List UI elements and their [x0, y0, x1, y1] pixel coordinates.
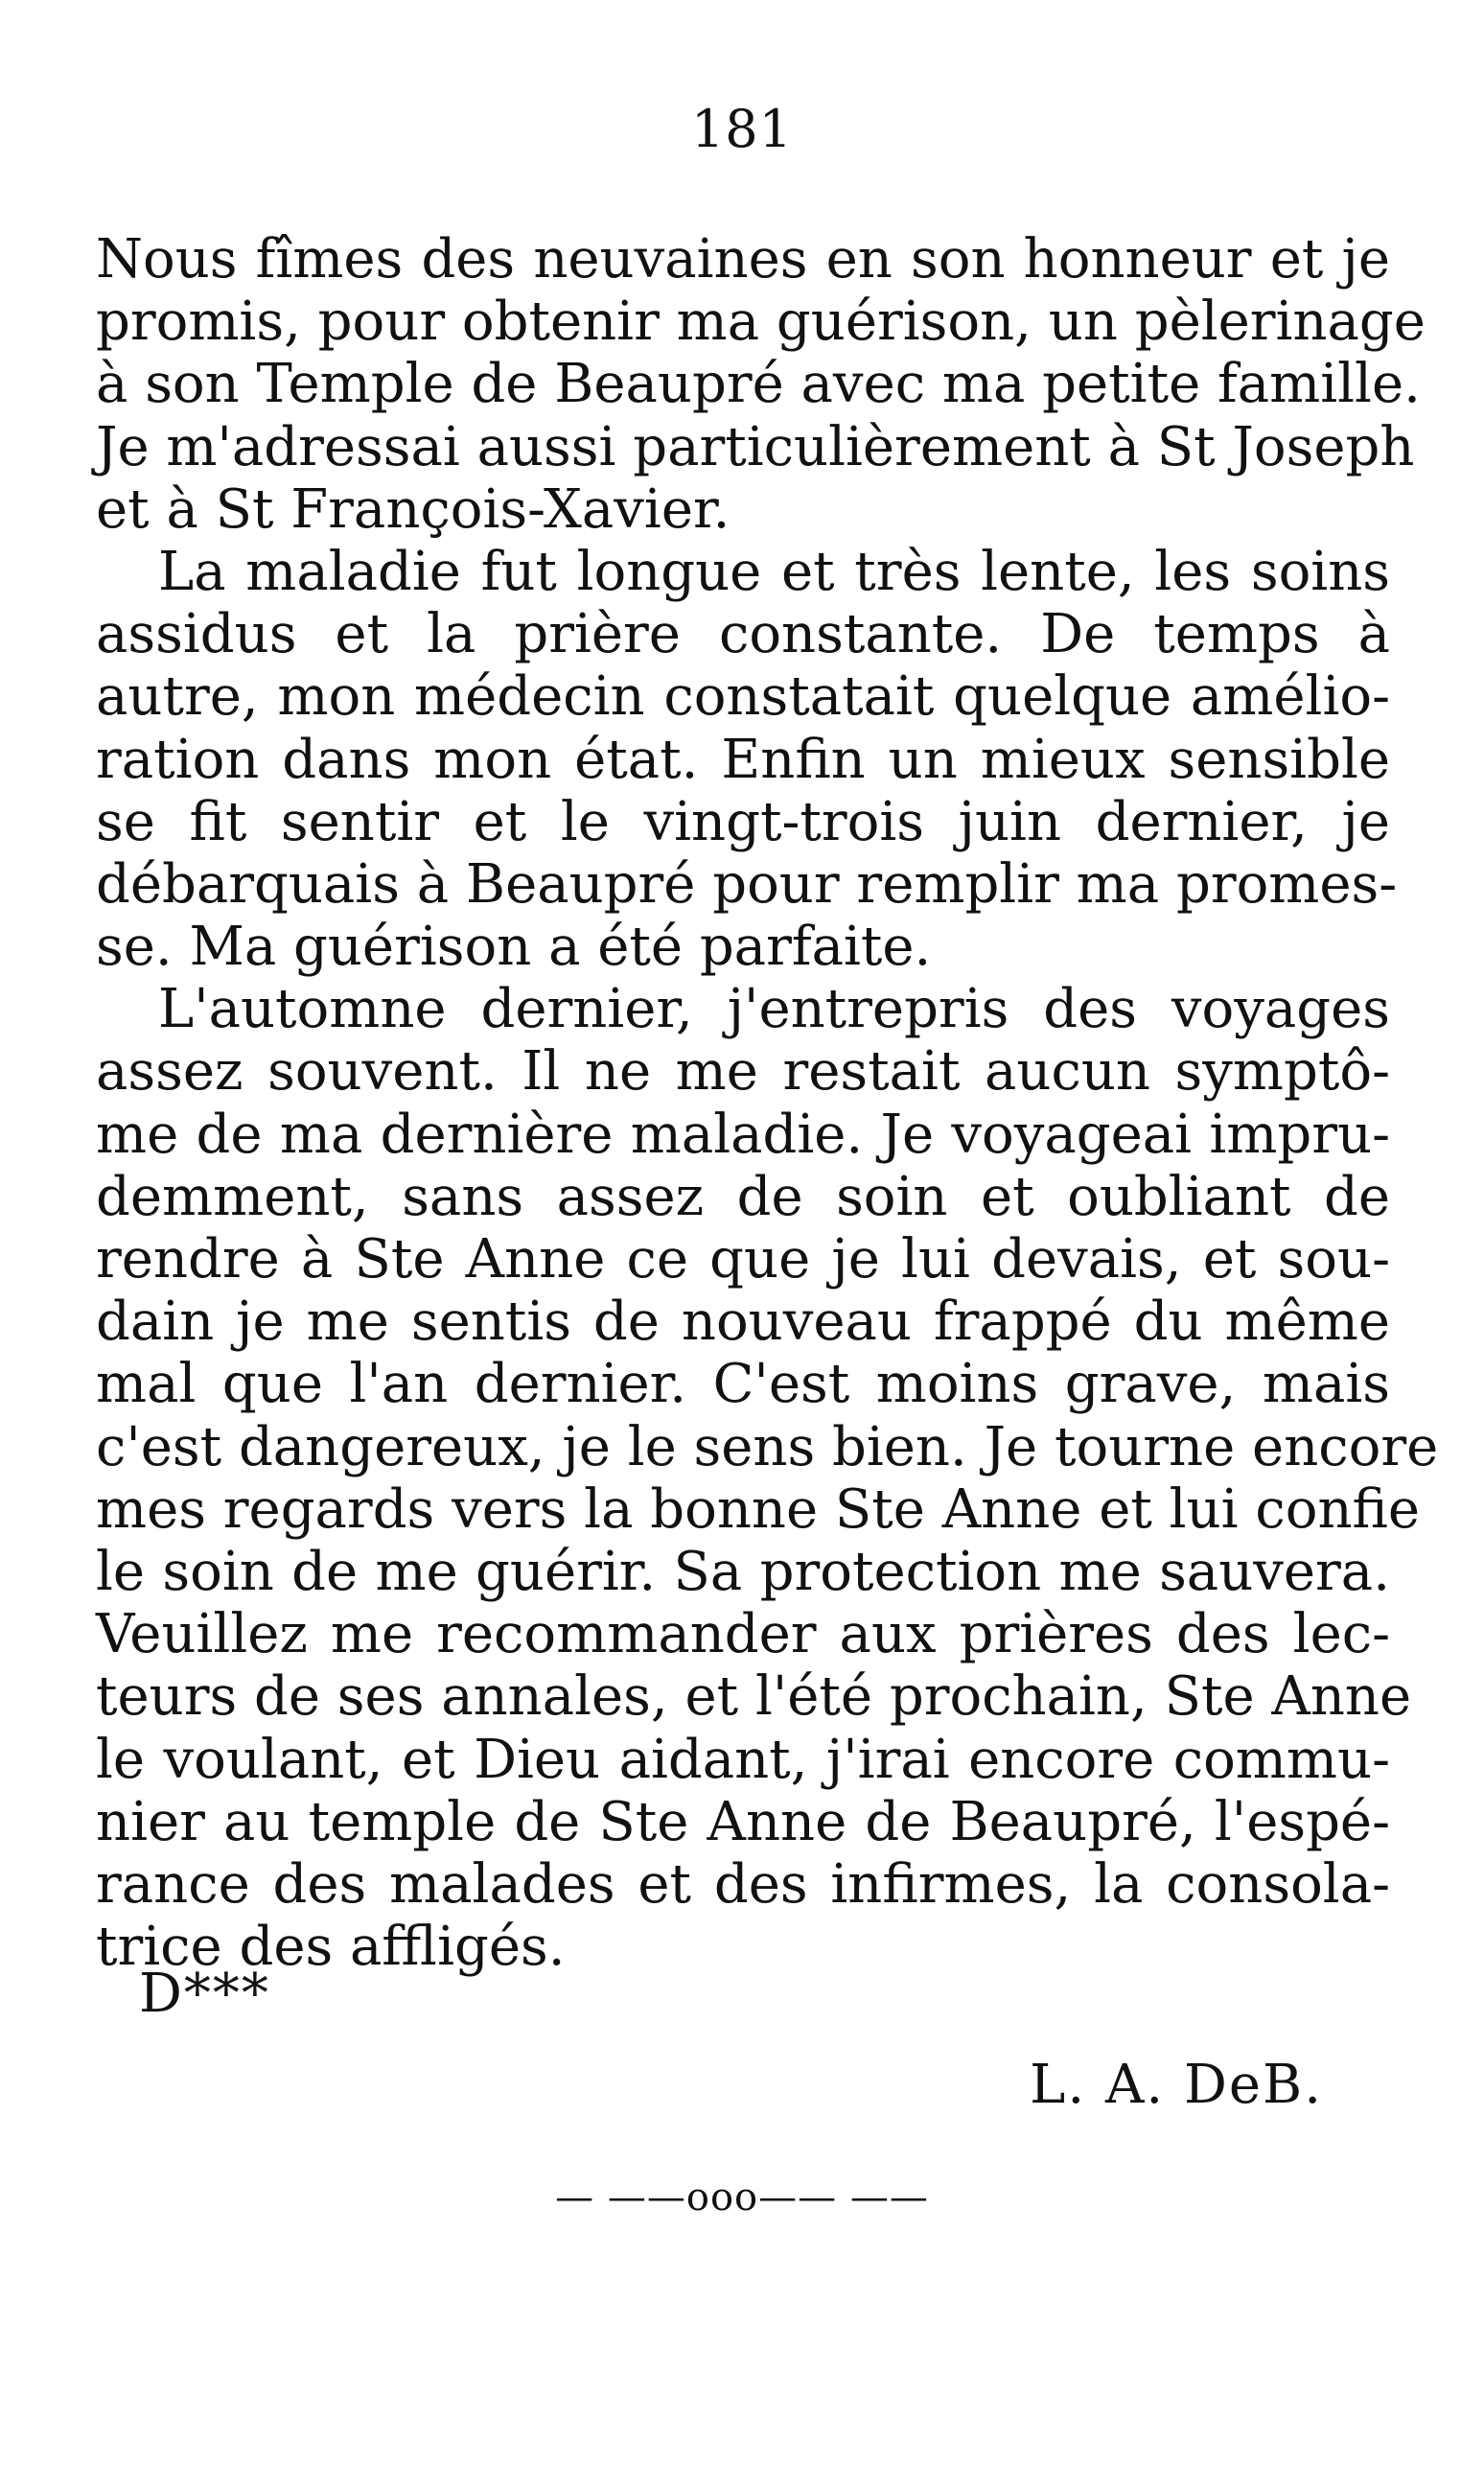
text-line: mes regards vers la bonne Ste Anne et lui confie — [96, 1477, 1420, 1541]
signature-initial: D*** — [139, 1963, 270, 2025]
text-line: ration dans mon état. Enfin un mieux sensible — [96, 728, 1390, 791]
text-line: rendre à Ste Anne ce que je lui devais, et sou- — [96, 1228, 1390, 1291]
paragraph-1 — [96, 228, 1426, 541]
text-line: assez souvent. Il ne me restait aucun symptô- — [96, 1040, 1390, 1104]
text-line: trice des affligés. — [96, 1916, 566, 1979]
body-text — [96, 228, 1439, 1979]
text-line: autre, mon médecin constatait quelque amélio- — [96, 665, 1390, 729]
text-line: dain je me sentis de nouveau frappé du même — [96, 1291, 1390, 1354]
paragraph-2 — [96, 540, 1398, 979]
text-line: La maladie fut longue et très lente, les soins — [158, 540, 1390, 603]
text-line: rance des malades et des infirmes, la consola- — [96, 1852, 1390, 1916]
text-line: c'est dangereux, je le sens bien. Je tourne encore — [96, 1415, 1439, 1478]
text-line: Veuillez me recommander aux prières des lec- — [96, 1603, 1390, 1666]
signature-author: L. A. DeB. — [1030, 2054, 1323, 2116]
text-line: à son Temple de Beaupré avec ma petite famille. — [96, 353, 1421, 416]
text-line: se fit sentir et le vingt-trois juin dernier, je — [96, 790, 1390, 853]
text-line: mal que l'an dernier. C'est moins grave, mais — [96, 1353, 1390, 1416]
text-line: débarquais à Beaupré pour remplir ma promes- — [96, 852, 1398, 916]
section-divider-ornament: — ——ooo—— —— — [555, 2175, 929, 2220]
text-line: Nous fîmes des neuvaines en son honneur et je — [96, 228, 1390, 291]
text-line: et à St François-Xavier. — [96, 477, 730, 541]
paragraph-3 — [96, 978, 1439, 1979]
text-line: me de ma dernière maladie. Je voyageai impru- — [96, 1103, 1390, 1166]
text-line: Je m'adressai aussi particulièrement à St Joseph — [96, 415, 1415, 478]
text-line: se. Ma guérison a été parfaite. — [96, 916, 932, 979]
text-line: le voulant, et Dieu aidant, j'irai encore commu- — [96, 1728, 1390, 1791]
text-line: le soin de me guérir. Sa protection me sauvera. — [96, 1540, 1390, 1603]
text-line: assidus et la prière constante. De temps à — [96, 603, 1390, 666]
text-line: teurs de ses annales, et l'été prochain, Ste Anne — [96, 1665, 1412, 1729]
text-line: demment, sans assez de soin et oubliant de — [96, 1165, 1390, 1228]
text-line: nier au temple de Ste Anne de Beaupré, l'espé- — [96, 1790, 1390, 1853]
page-number: 181 — [690, 99, 794, 159]
text-line: promis, pour obtenir ma guérison, un pèlerinage — [96, 291, 1426, 354]
text-line: L'automne dernier, j'entrepris des voyages — [158, 978, 1390, 1041]
